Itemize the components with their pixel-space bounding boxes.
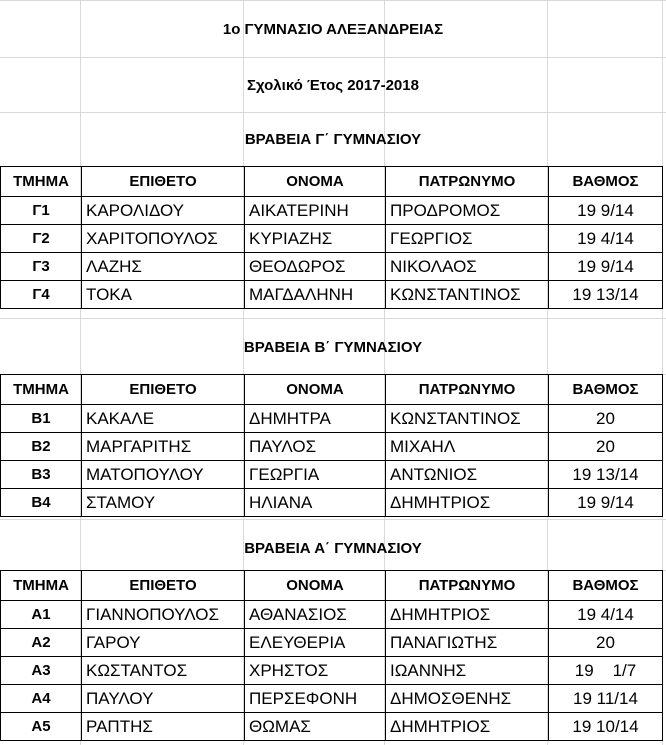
grade-cell: 19 1/7 <box>549 657 663 685</box>
name-cell: ΘΩΜΑΣ <box>245 713 386 741</box>
name-cell: ΚΥΡΙΑΖΗΣ <box>245 225 386 253</box>
section-title: ΒΡΑΒΕΙΑ Α΄ ΓΥΜΝΑΣΙΟΥ <box>244 540 422 557</box>
surname-cell: ΚΑΚΑΛΕ <box>82 405 245 433</box>
grade-cell: 19 9/14 <box>549 197 663 225</box>
grade-cell: 19 10/14 <box>549 713 663 741</box>
surname-cell: ΚΩΣΤΑΝΤΟΣ <box>82 657 245 685</box>
class-cell: Α3 <box>1 657 82 685</box>
table-row <box>1 629 663 657</box>
table-row <box>1 253 663 281</box>
table-row <box>1 657 663 685</box>
class-cell: Β3 <box>1 461 82 489</box>
name-cell: ΑΙΚΑΤΕΡΙΝΗ <box>245 197 386 225</box>
grade-cell: 19 13/14 <box>549 281 663 309</box>
table-header-row <box>1 167 663 197</box>
table-row <box>1 433 663 461</box>
father-name-cell: ΚΩΝΣΤΑΝΤΙΝΟΣ <box>386 405 549 433</box>
table-row <box>1 601 663 629</box>
section-title: ΒΡΑΒΕΙΑ Γ΄ ΓΥΜΝΑΣΙΟΥ <box>244 131 422 148</box>
father-name-cell: ΠΑΝΑΓΙΩΤΗΣ <box>386 629 549 657</box>
table-row <box>1 225 663 253</box>
column-header: ΟΝΟΜΑ <box>245 571 386 601</box>
class-cell: Β1 <box>1 405 82 433</box>
grade-cell: 19 9/14 <box>549 489 663 517</box>
class-cell: Γ3 <box>1 253 82 281</box>
surname-cell: ΜΑΡΓΑΡΙΤΗΣ <box>82 433 245 461</box>
table-row <box>1 197 663 225</box>
column-header: ΒΑΘΜΟΣ <box>549 571 663 601</box>
class-cell: Α1 <box>1 601 82 629</box>
class-cell: Β2 <box>1 433 82 461</box>
father-name-cell: ΝΙΚΟΛΑΟΣ <box>386 253 549 281</box>
table-row <box>1 489 663 517</box>
column-header: ΕΠΙΘΕΤΟ <box>82 167 245 197</box>
name-cell: ΧΡΗΣΤΟΣ <box>245 657 386 685</box>
name-cell: ΕΛΕΥΘΕΡΙΑ <box>245 629 386 657</box>
father-name-cell: ΔΗΜΟΣΘΕΝΗΣ <box>386 685 549 713</box>
class-cell: Γ4 <box>1 281 82 309</box>
father-name-cell: ΔΗΜΗΤΡΙΟΣ <box>386 601 549 629</box>
name-cell: ΠΕΡΣΕΦΟΝΗ <box>245 685 386 713</box>
column-header: ΠΑΤΡΩΝΥΜΟ <box>386 375 549 405</box>
surname-cell: ΛΑΖΗΣ <box>82 253 245 281</box>
surname-cell: ΤΟΚΑ <box>82 281 245 309</box>
gridline <box>0 57 666 58</box>
awards-table <box>0 374 663 517</box>
surname-cell: ΚΑΡΟΛΙΔΟΥ <box>82 197 245 225</box>
column-header: ΤΜΗΜΑ <box>1 375 82 405</box>
grade-cell: 19 11/14 <box>549 685 663 713</box>
school-year: Σχολικό Έτος 2017-2018 <box>247 77 419 94</box>
class-cell: Α2 <box>1 629 82 657</box>
father-name-cell: ΓΕΩΡΓΙΟΣ <box>386 225 549 253</box>
awards-table <box>0 166 663 309</box>
surname-cell: ΡΑΠΤΗΣ <box>82 713 245 741</box>
gridline <box>0 318 666 319</box>
column-header: ΤΜΗΜΑ <box>1 571 82 601</box>
name-cell: ΘΕΟΔΩΡΟΣ <box>245 253 386 281</box>
column-header: ΤΜΗΜΑ <box>1 167 82 197</box>
name-cell: ΠΑΥΛΟΣ <box>245 433 386 461</box>
gridline <box>0 0 666 1</box>
grade-cell: 20 <box>549 629 663 657</box>
surname-cell: ΓΙΑΝΝΟΠΟΥΛΟΣ <box>82 601 245 629</box>
name-cell: ΑΘΑΝΑΣΙΟΣ <box>245 601 386 629</box>
surname-cell: ΣΤΑΜΟΥ <box>82 489 245 517</box>
grade-cell: 19 4/14 <box>549 601 663 629</box>
table-header-row <box>1 571 663 601</box>
father-name-cell: ΔΗΜΗΤΡΙΟΣ <box>386 713 549 741</box>
name-cell: ΔΗΜΗΤΡΑ <box>245 405 386 433</box>
column-header: ΕΠΙΘΕΤΟ <box>82 571 245 601</box>
gridline <box>0 112 666 113</box>
father-name-cell: ΙΩΑΝΝΗΣ <box>386 657 549 685</box>
gridline <box>0 519 666 520</box>
awards-table <box>0 570 663 741</box>
class-cell: Γ1 <box>1 197 82 225</box>
column-header: ΕΠΙΘΕΤΟ <box>82 375 245 405</box>
column-header: ΒΑΘΜΟΣ <box>549 167 663 197</box>
column-header: ΠΑΤΡΩΝΥΜΟ <box>386 571 549 601</box>
column-header: ΟΝΟΜΑ <box>245 167 386 197</box>
column-header: ΟΝΟΜΑ <box>245 375 386 405</box>
column-header: ΠΑΤΡΩΝΥΜΟ <box>386 167 549 197</box>
name-cell: ΜΑΓΔΑΛΗΝΗ <box>245 281 386 309</box>
surname-cell: ΠΑΥΛΟΥ <box>82 685 245 713</box>
school-title: 1ο ΓΥΜΝΑΣΙΟ ΑΛΕΞΑΝΔΡΕΙΑΣ <box>222 21 444 38</box>
father-name-cell: ΜΙΧΑΗΛ <box>386 433 549 461</box>
table-header-row <box>1 375 663 405</box>
grade-cell: 19 9/14 <box>549 253 663 281</box>
class-cell: Α5 <box>1 713 82 741</box>
class-cell: Β4 <box>1 489 82 517</box>
grade-cell: 19 13/14 <box>549 461 663 489</box>
class-cell: Γ2 <box>1 225 82 253</box>
table-row <box>1 405 663 433</box>
surname-cell: ΧΑΡΙΤΟΠΟΥΛΟΣ <box>82 225 245 253</box>
table-row <box>1 685 663 713</box>
father-name-cell: ΚΩΝΣΤΑΝΤΙΝΟΣ <box>386 281 549 309</box>
name-cell: ΓΕΩΡΓΙΑ <box>245 461 386 489</box>
section-title: ΒΡΑΒΕΙΑ Β΄ ΓΥΜΝΑΣΙΟΥ <box>243 339 423 356</box>
father-name-cell: ΔΗΜΗΤΡΙΟΣ <box>386 489 549 517</box>
surname-cell: ΓΑΡΟΥ <box>82 629 245 657</box>
grade-cell: 20 <box>549 405 663 433</box>
father-name-cell: ΑΝΤΩΝΙΟΣ <box>386 461 549 489</box>
table-row <box>1 461 663 489</box>
grade-cell: 20 <box>549 433 663 461</box>
class-cell: Α4 <box>1 685 82 713</box>
grade-cell: 19 4/14 <box>549 225 663 253</box>
father-name-cell: ΠΡΟΔΡΟΜΟΣ <box>386 197 549 225</box>
table-row <box>1 281 663 309</box>
column-header: ΒΑΘΜΟΣ <box>549 375 663 405</box>
table-row <box>1 713 663 741</box>
name-cell: ΗΛΙΑΝΑ <box>245 489 386 517</box>
surname-cell: ΜΑΤΟΠΟΥΛΟΥ <box>82 461 245 489</box>
